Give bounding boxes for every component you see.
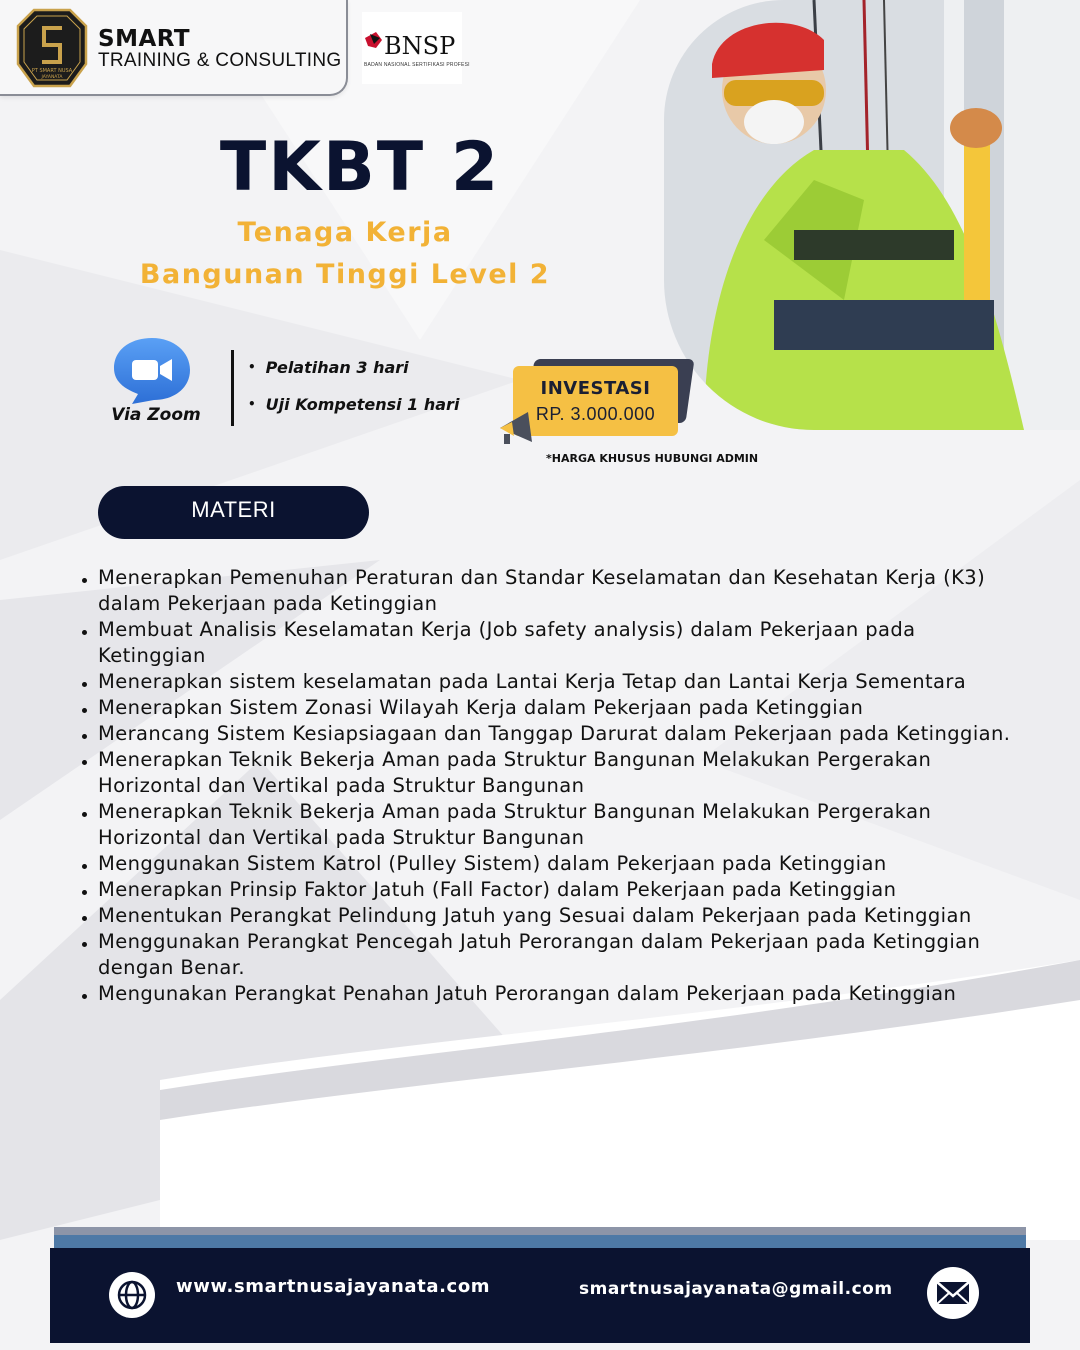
materi-heading: MATERI <box>191 497 276 522</box>
course-subtitle-line2: Bangunan Tinggi Level 2 <box>139 259 551 290</box>
megaphone-icon <box>494 408 540 448</box>
price-note: *HARGA KHUSUS HUBUNGI ADMIN <box>546 452 759 465</box>
website-link[interactable]: www.smartnusajayanata.com <box>176 1276 491 1297</box>
worker-at-height-photo <box>664 0 1080 430</box>
list-item: Menerapkan Prinsip Faktor Jatuh (Fall Factor) dalam Pekerjaan pada Ketinggian <box>98 877 1028 903</box>
feature-item: • Pelatihan 3 hari <box>248 358 459 395</box>
svg-text:PT SMART NUSA: PT SMART NUSA <box>31 68 73 74</box>
list-item: Menentukan Perangkat Pelindung Jatuh yang Sesuai dalam Pekerjaan pada Ketinggian <box>98 903 1028 929</box>
company-shield-logo-icon <box>16 8 88 88</box>
list-item: Menerapkan Sistem Zonasi Wilayah Kerja dalam Pekerjaan pada Ketinggian <box>98 695 1028 721</box>
list-item: Merancang Sistem Kesiapsiagaan dan Tanggap Darurat dalam Pekerjaan pada Ketinggian. <box>98 721 1028 747</box>
feature-item: • Uji Kompetensi 1 hari <box>248 395 459 432</box>
brand-name: SMART <box>98 26 191 52</box>
list-item: Membuat Analisis Keselamatan Kerja (Job safety analysis) dalam Pekerjaan pada Ketinggian <box>98 617 1028 669</box>
zoom-label: Via Zoom <box>111 405 201 425</box>
training-features-list <box>248 358 459 432</box>
materi-topics-list <box>98 565 1028 1007</box>
divider <box>231 350 234 426</box>
envelope-icon <box>926 1266 980 1320</box>
footer-stripe-top <box>54 1227 1026 1235</box>
bnsp-logo-text: BNSP <box>384 32 456 60</box>
bnsp-logo <box>362 12 470 84</box>
bnsp-logo-subtext: BADAN NASIONAL SERTIFIKASI PROFESI <box>364 62 470 68</box>
zoom-camera-icon <box>112 336 192 406</box>
brand-tagline: TRAINING & CONSULTING <box>98 50 342 71</box>
price-value: RP. 3.000.000 <box>535 404 656 424</box>
course-subtitle-line1: Tenaga Kerja <box>237 217 453 248</box>
list-item: Mengunakan Perangkat Penahan Jatuh Perorangan dalam Pekerjaan pada Ketinggian <box>98 981 1028 1007</box>
svg-text:JAYANATA: JAYANATA <box>41 75 63 80</box>
list-item: Menerapkan Pemenuhan Peraturan dan Standar Keselamatan dan Kesehatan Kerja (K3) dalam Pekerjaan pada Ketinggian <box>98 565 1028 617</box>
list-item: Menerapkan Teknik Bekerja Aman pada Struktur Bangunan Melakukan Pergerakan Horizontal dan Vertikal pada Struktur Bangunan <box>98 747 1028 799</box>
course-title: TKBT 2 <box>219 128 501 207</box>
list-item: Menerapkan sistem keselamatan pada Lantai Kerja Tetap dan Lantai Kerja Sementara <box>98 669 1028 695</box>
list-item: Menggunakan Perangkat Pencegah Jatuh Perorangan dalam Pekerjaan pada Ketinggian dengan Benar. <box>98 929 1028 981</box>
course-subtitle <box>110 212 580 296</box>
email-link[interactable]: smartnusajayanata@gmail.com <box>579 1279 893 1299</box>
list-item: Menggunakan Sistem Katrol (Pulley Sistem) dalam Pekerjaan pada Ketinggian <box>98 851 1028 877</box>
price-label: INVESTASI <box>540 378 651 399</box>
list-item: Menerapkan Teknik Bekerja Aman pada Struktur Bangunan Melakukan Pergerakan Horizontal dan Vertikal pada Struktur Bangunan <box>98 799 1028 851</box>
globe-icon <box>108 1271 156 1319</box>
